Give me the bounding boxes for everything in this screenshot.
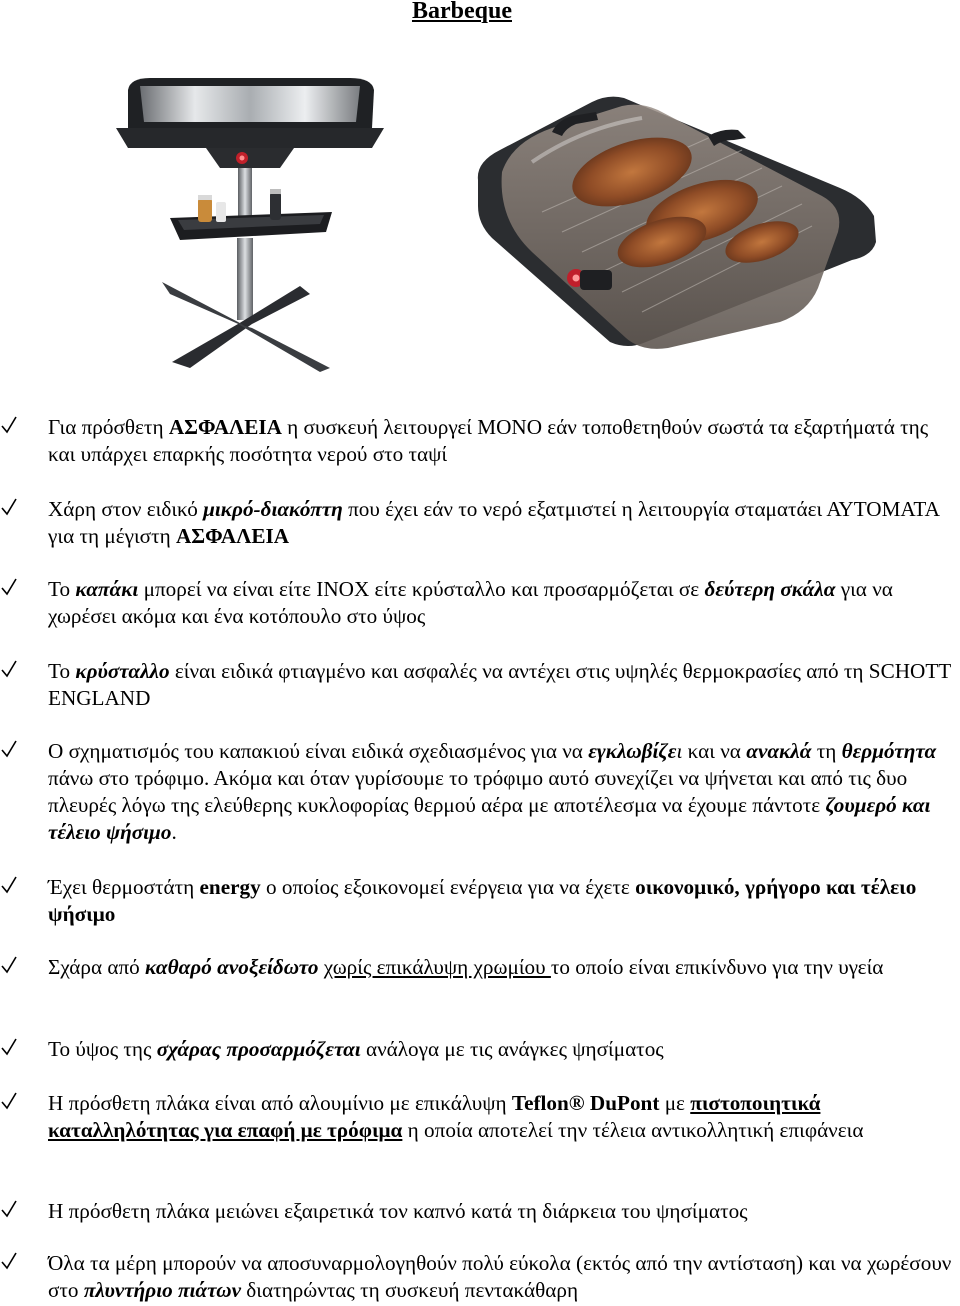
feature-text: ανακλά [746, 739, 812, 763]
feature-text: Χάρη στον ειδικό [48, 497, 204, 521]
checkmark-icon [0, 1199, 18, 1219]
checkmark-icon [0, 497, 18, 517]
feature-text: ανάλογα με τις ανάγκες ψησίματος [360, 1037, 664, 1061]
feature-text: θερμότητα [841, 739, 937, 763]
feature-text: Ο σχηματισμός του καπακιού είναι ειδικά σχεδιασμένος για να [48, 739, 589, 763]
checkmark-icon [0, 415, 18, 435]
feature-text: Η πρόσθετη πλάκα μειώνει εξαιρετικά τον καπνό κατά τη διάρκεια του ψησίματος [48, 1199, 748, 1223]
feature-text: ΑΣΦΑΛΕΙΑ [175, 524, 290, 548]
checkmark-icon [0, 577, 18, 597]
checkmark-icon [0, 875, 18, 895]
feature-text: Για πρόσθετη [48, 415, 169, 439]
feature-text: Το ύψος της [48, 1037, 157, 1061]
feature-text: Η πρόσθετη πλάκα είναι από αλουμίνιο με επικάλυψη [48, 1091, 512, 1115]
feature-item [0, 414, 960, 468]
feature-item [0, 1036, 960, 1063]
feature-text: πιστοποιητικά καταλληλότητας για επαφή με τρόφιμα [48, 1091, 821, 1142]
feature-text: και να [682, 739, 747, 763]
feature-text: . [171, 820, 177, 844]
feature-text: διατηρώντας τη συσκευή πεντακάθαρη [241, 1278, 579, 1302]
feature-text: καπάκι [75, 577, 139, 601]
checkmark-icon [0, 739, 18, 759]
feature-text: που έχει εάν το νερό εξατμιστεί η λειτουργία σταματάει ΑΥΤΟΜΑΤΑ για τη μέγιστη [48, 497, 939, 548]
feature-text: είναι ειδικά φτιαγμένο και ασφαλές να αντέχει στις υψηλές θερμοκρασίες από τη SCHOTT ENGLAND [48, 659, 951, 710]
checkmark-icon [0, 659, 18, 679]
feature-text: Όλα τα μέρη μπορούν να αποσυναρμολογηθούν πολύ εύκολα (εκτός από την αντίσταση) και να χωρέσουν στο [48, 1251, 952, 1302]
feature-item [0, 1090, 960, 1144]
feature-text: Το [48, 659, 76, 683]
feature-text: πλυντήριο πιάτων [83, 1278, 241, 1302]
feature-text: μπορεί να είναι είτε INOX είτε κρύσταλλο και προσαρμόζεται σε [138, 577, 705, 601]
feature-item [0, 658, 960, 712]
feature-item [0, 954, 960, 981]
page-title: Barbeque [411, 0, 512, 24]
feature-text: ι [676, 739, 683, 763]
feature-text: κρύσταλλο [75, 659, 170, 683]
feature-text: μικρό-διακόπτη [203, 497, 343, 521]
feature-text: δεύτερη σκάλα [704, 577, 836, 601]
feature-item [0, 874, 960, 928]
feature-text: Teflon® DuPont [511, 1091, 660, 1115]
feature-text: ζουμερό και τέλειο ψήσιμο [48, 793, 931, 844]
checkmark-icon [0, 1037, 18, 1057]
checkmark-icon [0, 955, 18, 975]
feature-item [0, 496, 960, 550]
feature-item [0, 738, 960, 846]
checkmark-icon [0, 1091, 18, 1111]
feature-text: οικονομικό, γρήγορο και τέλειο ψήσιμο [48, 875, 917, 926]
grill-on-stand-image [110, 72, 390, 377]
feature-text: ο οποίος εξοικονομεί ενέργεια για να έχετε [260, 875, 636, 899]
feature-text: εγκλωβίζε [588, 739, 677, 763]
feature-item [0, 1198, 960, 1225]
feature-text: το οποίο είναι επικίνδυνο για την υγεία [550, 955, 884, 979]
feature-text: καθαρό ανοξείδωτο [145, 955, 319, 979]
feature-text: για να χωρέσει ακόμα και ένα κοτόπουλο στο ύψος [48, 577, 893, 628]
feature-text: energy [199, 875, 261, 899]
feature-text: πάνω στο τρόφιμο. Ακόμα και όταν γυρίσουμε το τρόφιμο αυτό συνεχίζει να ψήνεται και από τις δυο πλευρές λόγω της ελεύθερης κυκλοφορίας θερμού αέρα με αποτέλεσμα να έχουμε πάντοτε [48, 766, 908, 817]
feature-text: η συσκευή λειτουργεί ΜΟΝΟ εάν τοποθετηθούν σωστά τα εξαρτήματά της και υπάρχει επαρκής ποσότητα νερού στο ταψί [48, 415, 929, 466]
feature-text: χωρίς επικάλυψη χρωμίου [323, 955, 551, 979]
feature-text: Σχάρα από [48, 955, 146, 979]
feature-text: Έχει θερμοστάτη [48, 875, 200, 899]
checkmark-icon [0, 1251, 18, 1271]
feature-text: Το [48, 577, 76, 601]
feature-text: τη [811, 739, 842, 763]
feature-item [0, 1250, 960, 1304]
glass-lid-grill-image [472, 92, 882, 354]
feature-text: ΑΣΦΑΛΕΙΑ [168, 415, 282, 439]
feature-item [0, 576, 960, 630]
feature-text: με [659, 1091, 691, 1115]
feature-text: σχάρας προσαρμόζεται [156, 1037, 361, 1061]
feature-text: η οποία αποτελεί την τέλεια αντικολλητική επιφάνεια [402, 1118, 864, 1142]
